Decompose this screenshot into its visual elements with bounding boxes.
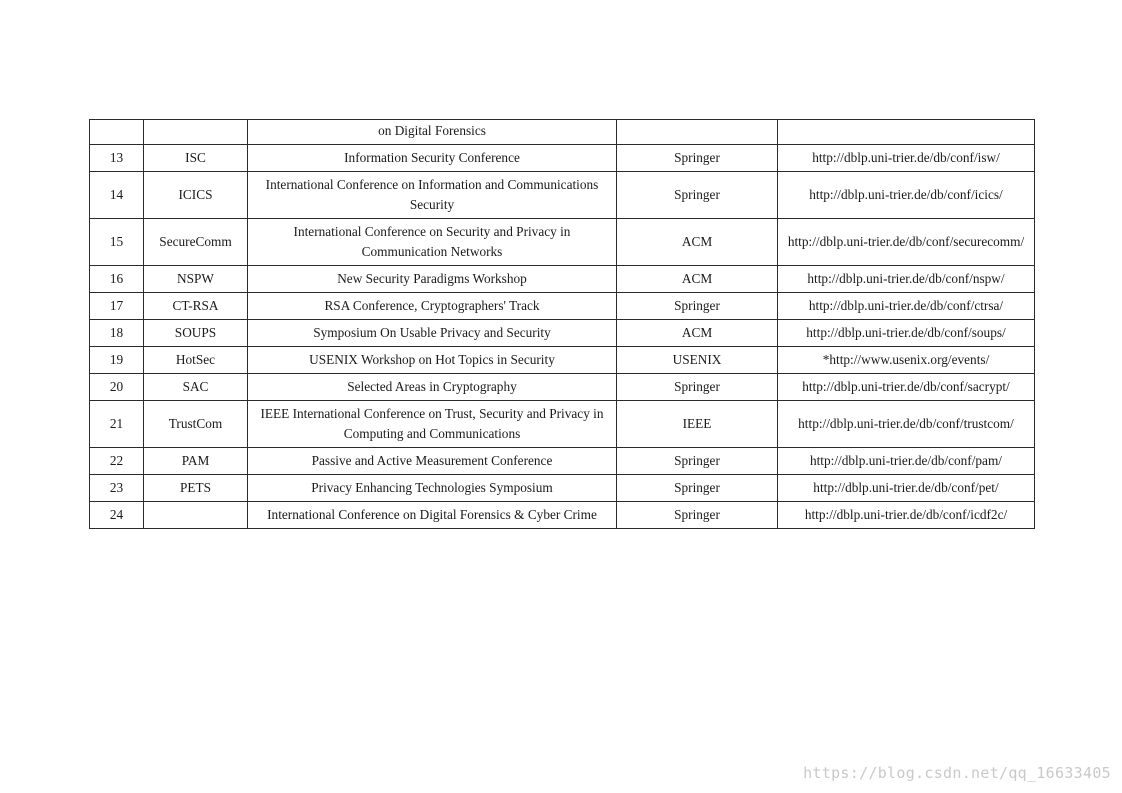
table-row-continued — [90, 120, 1035, 145]
cell-publisher: Springer — [617, 172, 778, 219]
cell-number: 19 — [90, 347, 144, 374]
cell-number — [90, 120, 144, 145]
cell-publisher: ACM — [617, 266, 778, 293]
cell-publisher: IEEE — [617, 401, 778, 448]
cell-url: *http://www.usenix.org/events/ — [778, 347, 1035, 374]
table-row — [90, 475, 1035, 502]
cell-url: http://dblp.uni-trier.de/db/conf/soups/ — [778, 320, 1035, 347]
cell-number: 21 — [90, 401, 144, 448]
cell-url: http://dblp.uni-trier.de/db/conf/nspw/ — [778, 266, 1035, 293]
table-row — [90, 219, 1035, 266]
cell-abbreviation: HotSec — [144, 347, 248, 374]
table-row — [90, 172, 1035, 219]
cell-number: 14 — [90, 172, 144, 219]
cell-conference-name: International Conference on Digital Forensics & Cyber Crime — [248, 502, 617, 529]
cell-conference-name: USENIX Workshop on Hot Topics in Security — [248, 347, 617, 374]
cell-conference-name: New Security Paradigms Workshop — [248, 266, 617, 293]
cell-number: 24 — [90, 502, 144, 529]
cell-number: 20 — [90, 374, 144, 401]
cell-abbreviation: CT-RSA — [144, 293, 248, 320]
table-row — [90, 347, 1035, 374]
cell-abbreviation: PETS — [144, 475, 248, 502]
cell-number: 22 — [90, 448, 144, 475]
cell-url: http://dblp.uni-trier.de/db/conf/icdf2c/ — [778, 502, 1035, 529]
cell-conference-name: Information Security Conference — [248, 145, 617, 172]
cell-publisher: USENIX — [617, 347, 778, 374]
table-row — [90, 401, 1035, 448]
cell-conference-name: International Conference on Information and Communications Security — [248, 172, 617, 219]
cell-conference-name: Selected Areas in Cryptography — [248, 374, 617, 401]
cell-publisher: Springer — [617, 475, 778, 502]
cell-conference-name: International Conference on Security and Privacy in Communication Networks — [248, 219, 617, 266]
cell-publisher: Springer — [617, 448, 778, 475]
table-row — [90, 448, 1035, 475]
cell-abbreviation — [144, 502, 248, 529]
cell-url: http://dblp.uni-trier.de/db/conf/sacrypt/ — [778, 374, 1035, 401]
cell-publisher: ACM — [617, 219, 778, 266]
cell-url: http://dblp.uni-trier.de/db/conf/pam/ — [778, 448, 1035, 475]
cell-number: 13 — [90, 145, 144, 172]
cell-url: http://dblp.uni-trier.de/db/conf/ctrsa/ — [778, 293, 1035, 320]
watermark-text: https://blog.csdn.net/qq_16633405 — [803, 764, 1111, 782]
cell-publisher: Springer — [617, 502, 778, 529]
cell-publisher: Springer — [617, 374, 778, 401]
cell-abbreviation: ISC — [144, 145, 248, 172]
cell-abbreviation: SOUPS — [144, 320, 248, 347]
cell-url — [778, 120, 1035, 145]
cell-number: 23 — [90, 475, 144, 502]
cell-conference-name: RSA Conference, Cryptographers' Track — [248, 293, 617, 320]
cell-number: 18 — [90, 320, 144, 347]
table-row — [90, 145, 1035, 172]
table-row — [90, 266, 1035, 293]
cell-abbreviation: ICICS — [144, 172, 248, 219]
conference-table — [89, 119, 1035, 529]
table-row — [90, 502, 1035, 529]
cell-abbreviation: NSPW — [144, 266, 248, 293]
cell-conference-name: Passive and Active Measurement Conference — [248, 448, 617, 475]
table-row — [90, 293, 1035, 320]
cell-number: 17 — [90, 293, 144, 320]
cell-abbreviation: SAC — [144, 374, 248, 401]
table-row — [90, 374, 1035, 401]
cell-publisher — [617, 120, 778, 145]
cell-abbreviation — [144, 120, 248, 145]
cell-url: http://dblp.uni-trier.de/db/conf/icics/ — [778, 172, 1035, 219]
table-row — [90, 320, 1035, 347]
cell-conference-name: on Digital Forensics — [248, 120, 617, 145]
cell-number: 16 — [90, 266, 144, 293]
cell-url: http://dblp.uni-trier.de/db/conf/pet/ — [778, 475, 1035, 502]
cell-url: http://dblp.uni-trier.de/db/conf/securecomm/ — [778, 219, 1035, 266]
cell-url: http://dblp.uni-trier.de/db/conf/trustcom/ — [778, 401, 1035, 448]
cell-conference-name: Privacy Enhancing Technologies Symposium — [248, 475, 617, 502]
cell-publisher: Springer — [617, 145, 778, 172]
cell-abbreviation: SecureComm — [144, 219, 248, 266]
cell-number: 15 — [90, 219, 144, 266]
cell-publisher: Springer — [617, 293, 778, 320]
cell-conference-name: IEEE International Conference on Trust, Security and Privacy in Computing and Communications — [248, 401, 617, 448]
cell-abbreviation: TrustCom — [144, 401, 248, 448]
cell-publisher: ACM — [617, 320, 778, 347]
cell-abbreviation: PAM — [144, 448, 248, 475]
cell-url: http://dblp.uni-trier.de/db/conf/isw/ — [778, 145, 1035, 172]
cell-conference-name: Symposium On Usable Privacy and Security — [248, 320, 617, 347]
